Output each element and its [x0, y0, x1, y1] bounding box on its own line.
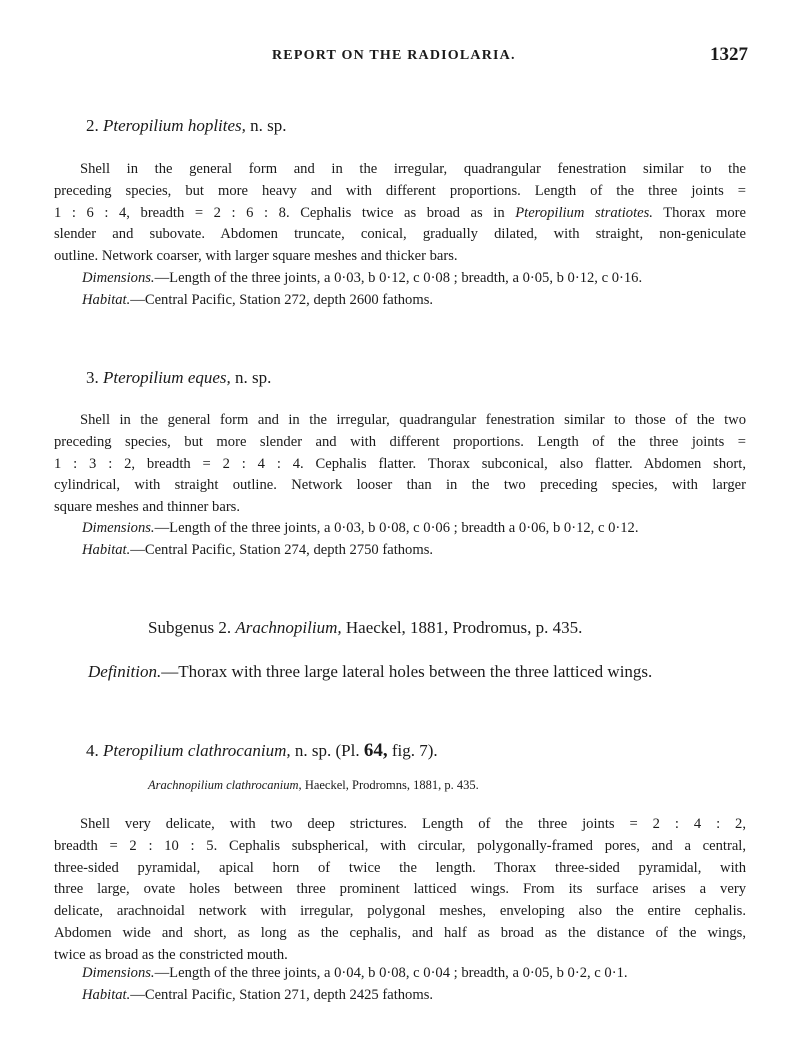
subgenus-citation: Haeckel, 1881, Prodromus, p. 435. [345, 618, 583, 637]
dimensions-text: —Length of the three joints, a 0·03, b 0·08, c 0·06 ; breadth a 0·06, b 0·12, c 0·12. [154, 520, 639, 536]
subgenus-definition [88, 662, 652, 682]
description-line-part: 1 : 6 : 4, breadth = 2 : 6 : 8. Cephalis twice as broad as in [54, 204, 505, 221]
habitat-label: Habitat. [82, 987, 131, 1003]
species-2-habitat [82, 290, 762, 312]
species-name: Pteropilium eques, [103, 368, 231, 387]
synonym-name: Arachnopilium clathrocanium, [148, 778, 302, 792]
species-4-description [54, 814, 746, 967]
subgenus-name: Arachnopilium, [235, 618, 342, 637]
description-line: square meshes and thinner bars. [54, 499, 241, 516]
description-line: three large, ovate holes between three prominent latticed wings. From its surface arises a very [54, 881, 746, 898]
habitat-text: —Central Pacific, Station 274, depth 2750 fathoms. [130, 542, 434, 558]
running-header [0, 44, 800, 68]
description-line: twice as broad as the constricted mouth. [54, 946, 288, 963]
species-suffix: n. sp. [250, 116, 287, 135]
dimensions-text: —Length of the three joints, a 0·03, b 0·12, c 0·08 ; breadth, a 0·05, b 0·12, c 0·16. [154, 270, 643, 286]
description-line: Shell in the general form and in the irregular, quadrangular fenestration similar to the [80, 161, 746, 177]
description-line: 1 : 3 : 2, breadth = 2 : 4 : 4. Cephalis flatter. Thorax subconical, also flatter. Abdomen short, [54, 455, 746, 472]
plate-number: 64, [363, 740, 388, 761]
species-2-description [54, 159, 746, 268]
habitat-label: Habitat. [82, 542, 131, 558]
species-3-description [54, 410, 746, 519]
species-3-habitat [82, 540, 762, 562]
species-number: 4. [86, 741, 99, 760]
synonym-citation: Haeckel, Prodromns, 1881, p. 435. [304, 778, 479, 792]
dimensions-text: —Length of the three joints, a 0·04, b 0·08, c 0·04 ; breadth, a 0·05, b 0·2, c 0·1. [154, 965, 628, 981]
species-4-habitat [82, 985, 762, 1007]
description-line: slender and subovate. Abdomen truncate, conical, gradually dilated, with straight, non-geniculate [54, 226, 746, 243]
subgenus-heading [148, 618, 582, 638]
species-reference: Pteropilium stratiotes. [515, 204, 653, 221]
habitat-text: —Central Pacific, Station 272, depth 2600 fathoms. [130, 292, 434, 308]
dimensions-label: Dimensions. [82, 965, 155, 981]
species-3-dimensions [82, 518, 762, 540]
dimensions-label: Dimensions. [82, 270, 155, 286]
species-2-dimensions [82, 268, 762, 290]
description-line-part: Thorax more [663, 204, 746, 221]
species-2-heading [86, 116, 287, 136]
description-line: preceding species, but more slender and with different proportions. Length of the three joints = [54, 433, 746, 450]
description-line: Abdomen wide and short, as long as the cephalis, and half as broad as the distance of the wings, [54, 924, 746, 941]
description-line: Shell very delicate, with two deep strictures. Length of the three joints = 2 : 4 : 2, [80, 816, 746, 832]
habitat-text: —Central Pacific, Station 271, depth 2425 fathoms. [130, 987, 434, 1003]
dimensions-label: Dimensions. [82, 520, 155, 536]
description-line: outline. Network coarser, with larger square meshes and thicker bars. [54, 248, 458, 265]
species-number: 2. [86, 116, 99, 135]
species-4-heading [86, 740, 438, 762]
habitat-label: Habitat. [82, 292, 131, 308]
description-line [54, 203, 746, 225]
description-line: delicate, arachnoidal network with irregular, polygonal meshes, enveloping also the entire cephalis. [54, 903, 746, 920]
description-line: three-sided pyramidal, apical horn of twice the length. Thorax three-sided pyramidal, with [54, 859, 746, 876]
species-3-heading [86, 368, 271, 388]
description-line: cylindrical, with straight outline. Network looser than in the two preceding species, with larger [54, 477, 746, 494]
species-4-dimensions [82, 963, 762, 985]
description-line: Shell in the general form and in the irregular, quadrangular fenestration similar to those of the two [80, 412, 746, 428]
subgenus-prefix: Subgenus 2. [148, 618, 232, 637]
species-suffix: n. sp. [235, 368, 272, 387]
definition-label: Definition. [88, 662, 162, 681]
species-4-synonym [148, 778, 479, 793]
running-title: REPORT ON THE RADIOLARIA. [272, 48, 516, 63]
definition-text: —Thorax with three large lateral holes between the three latticed wings. [161, 662, 653, 681]
species-number: 3. [86, 368, 99, 387]
description-line: breadth = 2 : 10 : 5. Cephalis subspherical, with circular, polygonally-framed pores, and a central, [54, 837, 746, 854]
page-number: 1327 [710, 44, 748, 65]
species-name: Pteropilium clathrocanium, [103, 741, 291, 760]
species-suffix: n. sp. (Pl. [294, 741, 360, 760]
description-line: preceding species, but more heavy and with different proportions. Length of the three joints = [54, 182, 746, 199]
figure-reference: fig. 7). [391, 741, 438, 760]
species-name: Pteropilium hoplites, [103, 116, 246, 135]
